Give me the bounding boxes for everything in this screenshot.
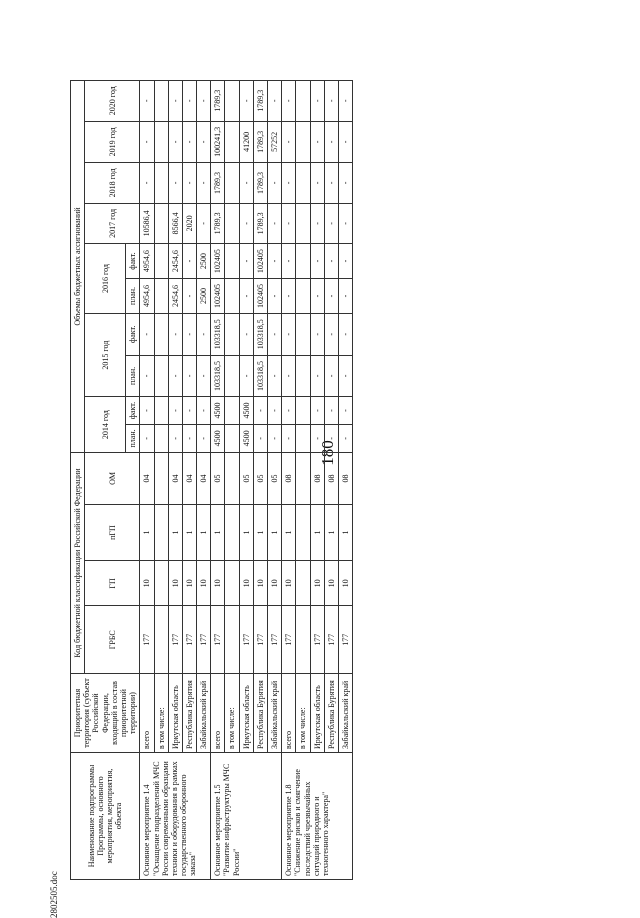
- value-cell: -: [338, 279, 352, 314]
- value-cell: 1789,3: [211, 81, 225, 122]
- code-cell: [225, 453, 239, 505]
- value-cell: -: [168, 121, 182, 163]
- territory-cell: Иркутская область: [168, 674, 182, 753]
- value-cell: [154, 81, 168, 122]
- value-cell: -: [168, 81, 182, 122]
- value-cell: -: [310, 279, 324, 314]
- value-cell: 10586,4: [140, 203, 154, 243]
- value-cell: 2454,6: [168, 244, 182, 279]
- code-cell: 10: [338, 561, 352, 606]
- value-cell: -: [168, 424, 182, 452]
- value-cell: -: [310, 313, 324, 355]
- header-year-2016: 2016 год: [85, 244, 126, 314]
- value-cell: 2500: [197, 279, 211, 314]
- value-cell: -: [282, 279, 296, 314]
- value-cell: -: [282, 163, 296, 203]
- territory-cell: Забайкальский край: [197, 674, 211, 753]
- value-cell: 1789,3: [211, 203, 225, 243]
- value-cell: [296, 397, 310, 425]
- code-cell: 177: [182, 606, 196, 674]
- value-cell: -: [182, 279, 196, 314]
- code-cell: 04: [182, 453, 196, 505]
- value-cell: -: [324, 203, 338, 243]
- territory-cell: Республика Бурятия: [182, 674, 196, 753]
- value-cell: [225, 355, 239, 397]
- header-year-2017: 2017 год: [85, 203, 140, 243]
- code-cell: 04: [197, 453, 211, 505]
- value-cell: 1789,3: [211, 163, 225, 203]
- code-cell: 10: [239, 561, 253, 606]
- value-cell: -: [268, 279, 282, 314]
- budget-allocations-table: [70, 80, 353, 880]
- value-cell: -: [324, 244, 338, 279]
- header-code-pgp: пГП: [85, 504, 140, 560]
- code-cell: 1: [239, 504, 253, 560]
- code-cell: 05: [211, 453, 225, 505]
- code-cell: 1: [324, 504, 338, 560]
- value-cell: [154, 163, 168, 203]
- territory-cell: в том числе:: [225, 674, 239, 753]
- table-row: [140, 81, 154, 880]
- value-cell: -: [168, 163, 182, 203]
- code-cell: 1: [282, 504, 296, 560]
- code-cell: [225, 504, 239, 560]
- value-cell: [296, 81, 310, 122]
- value-cell: [225, 163, 239, 203]
- value-cell: 102405: [211, 279, 225, 314]
- value-cell: [225, 424, 239, 452]
- value-cell: -: [310, 355, 324, 397]
- code-cell: 10: [268, 561, 282, 606]
- value-cell: 1789,3: [253, 163, 267, 203]
- value-cell: 41200: [239, 121, 253, 163]
- value-cell: -: [182, 81, 196, 122]
- value-cell: [296, 121, 310, 163]
- value-cell: [154, 313, 168, 355]
- code-cell: 10: [182, 561, 196, 606]
- code-cell: [154, 453, 168, 505]
- value-cell: -: [268, 203, 282, 243]
- value-cell: -: [338, 424, 352, 452]
- value-cell: -: [182, 355, 196, 397]
- value-cell: -: [140, 424, 154, 452]
- value-cell: -: [168, 313, 182, 355]
- value-cell: [225, 397, 239, 425]
- code-cell: [296, 504, 310, 560]
- value-cell: -: [239, 279, 253, 314]
- code-cell: [225, 606, 239, 674]
- code-cell: 1: [140, 504, 154, 560]
- value-cell: 103318,5: [253, 355, 267, 397]
- code-cell: [296, 453, 310, 505]
- code-cell: 177: [140, 606, 154, 674]
- code-cell: 177: [324, 606, 338, 674]
- file-stamp: 2802505.doc: [49, 871, 59, 918]
- header-code-grbs: ГРБС: [85, 606, 140, 674]
- code-cell: 10: [282, 561, 296, 606]
- value-cell: -: [168, 355, 182, 397]
- value-cell: -: [197, 163, 211, 203]
- activity-name: Основное мероприятие 1.5 "Развитие инфраструктуры МЧС России": [211, 753, 282, 880]
- value-cell: [296, 279, 310, 314]
- value-cell: [225, 81, 239, 122]
- value-cell: -: [282, 81, 296, 122]
- territory-cell: всего: [282, 674, 296, 753]
- value-cell: [225, 203, 239, 243]
- activity-name: Основное мероприятие 1.8 "Снижение рисков и смягчение последствий чрезвычайных ситуаций природного и техногенного характера": [282, 753, 353, 880]
- code-cell: 08: [282, 453, 296, 505]
- header-code-gp: ГП: [85, 561, 140, 606]
- value-cell: -: [310, 397, 324, 425]
- value-cell: -: [324, 355, 338, 397]
- value-cell: 2500: [197, 244, 211, 279]
- code-cell: 04: [168, 453, 182, 505]
- value-cell: -: [182, 163, 196, 203]
- code-cell: 10: [211, 561, 225, 606]
- value-cell: [154, 121, 168, 163]
- table-row: [211, 81, 225, 880]
- header-fact-2015: факт.: [126, 313, 140, 355]
- code-cell: 1: [182, 504, 196, 560]
- value-cell: [225, 121, 239, 163]
- header-year-2014: 2014 год: [85, 397, 126, 453]
- value-cell: -: [197, 313, 211, 355]
- header-plan-2016: план.: [126, 279, 140, 314]
- header-code-group: Код бюджетной классификации Российской Федерации: [71, 453, 85, 674]
- code-cell: 08: [310, 453, 324, 505]
- value-cell: -: [239, 355, 253, 397]
- value-cell: -: [197, 355, 211, 397]
- value-cell: -: [324, 397, 338, 425]
- value-cell: -: [338, 203, 352, 243]
- header-plan-2015: план.: [126, 355, 140, 397]
- value-cell: [154, 424, 168, 452]
- value-cell: -: [324, 163, 338, 203]
- code-cell: 177: [282, 606, 296, 674]
- value-cell: -: [268, 424, 282, 452]
- value-cell: -: [282, 203, 296, 243]
- code-cell: 04: [140, 453, 154, 505]
- value-cell: 4954,6: [140, 279, 154, 314]
- table-body: [140, 81, 353, 880]
- value-cell: -: [140, 355, 154, 397]
- value-cell: -: [197, 424, 211, 452]
- header-code-om: ОМ: [85, 453, 140, 505]
- code-cell: 08: [338, 453, 352, 505]
- code-cell: 177: [338, 606, 352, 674]
- value-cell: 103318,5: [211, 313, 225, 355]
- value-cell: -: [338, 121, 352, 163]
- code-cell: [154, 606, 168, 674]
- value-cell: [154, 397, 168, 425]
- value-cell: 100241,3: [211, 121, 225, 163]
- code-cell: 05: [253, 453, 267, 505]
- value-cell: [296, 203, 310, 243]
- code-cell: 05: [268, 453, 282, 505]
- value-cell: -: [282, 397, 296, 425]
- value-cell: 102405: [253, 244, 267, 279]
- value-cell: 103318,5: [211, 355, 225, 397]
- header-fact-2014: факт.: [126, 397, 140, 425]
- value-cell: -: [239, 244, 253, 279]
- code-cell: 1: [211, 504, 225, 560]
- code-cell: 177: [253, 606, 267, 674]
- value-cell: [154, 279, 168, 314]
- territory-cell: всего: [211, 674, 225, 753]
- header-plan-2014: план.: [126, 424, 140, 452]
- territory-cell: Забайкальский край: [268, 674, 282, 753]
- code-cell: 177: [168, 606, 182, 674]
- value-cell: -: [168, 397, 182, 425]
- value-cell: [296, 244, 310, 279]
- value-cell: -: [239, 203, 253, 243]
- code-cell: 1: [197, 504, 211, 560]
- value-cell: -: [310, 163, 324, 203]
- code-cell: 08: [324, 453, 338, 505]
- value-cell: 1789,3: [253, 81, 267, 122]
- value-cell: -: [310, 121, 324, 163]
- value-cell: 2020: [182, 203, 196, 243]
- value-cell: -: [282, 244, 296, 279]
- code-cell: 1: [268, 504, 282, 560]
- value-cell: 4500: [239, 424, 253, 452]
- value-cell: -: [324, 424, 338, 452]
- territory-cell: Республика Бурятия: [253, 674, 267, 753]
- value-cell: -: [140, 121, 154, 163]
- territory-cell: в том числе:: [296, 674, 310, 753]
- value-cell: [225, 279, 239, 314]
- code-cell: 1: [310, 504, 324, 560]
- value-cell: -: [140, 397, 154, 425]
- territory-cell: Иркутская область: [239, 674, 253, 753]
- header-volumes-group: Объемы бюджетных ассигнований: [71, 81, 85, 453]
- header-year-2019: 2019 год: [85, 121, 140, 163]
- value-cell: 4500: [211, 397, 225, 425]
- value-cell: 4500: [211, 424, 225, 452]
- value-cell: [296, 163, 310, 203]
- value-cell: 102405: [211, 244, 225, 279]
- header-fact-2016: факт.: [126, 244, 140, 279]
- value-cell: -: [239, 313, 253, 355]
- activity-name: Основное мероприятие 1.4 "Оснащение подразделений МЧС России современными образцами техники и оборудования в рамках государственного оборонного заказа": [140, 753, 211, 880]
- value-cell: -: [239, 81, 253, 122]
- value-cell: -: [324, 81, 338, 122]
- value-cell: -: [268, 397, 282, 425]
- value-cell: 4500: [239, 397, 253, 425]
- value-cell: 103318,5: [253, 313, 267, 355]
- code-cell: [225, 561, 239, 606]
- code-cell: 1: [168, 504, 182, 560]
- value-cell: -: [239, 163, 253, 203]
- page-number: 180: [318, 440, 337, 466]
- territory-cell: Забайкальский край: [338, 674, 352, 753]
- value-cell: [225, 244, 239, 279]
- value-cell: -: [338, 81, 352, 122]
- value-cell: [296, 313, 310, 355]
- value-cell: -: [197, 203, 211, 243]
- value-cell: [296, 424, 310, 452]
- value-cell: -: [197, 81, 211, 122]
- value-cell: -: [140, 163, 154, 203]
- value-cell: -: [268, 244, 282, 279]
- code-cell: [296, 606, 310, 674]
- value-cell: 102405: [253, 279, 267, 314]
- header-name: Наименование подпрограммы Программы, основного мероприятия, мероприятия, объекта: [71, 753, 140, 880]
- code-cell: 177: [268, 606, 282, 674]
- value-cell: -: [310, 424, 324, 452]
- value-cell: 57252: [268, 121, 282, 163]
- value-cell: -: [338, 163, 352, 203]
- value-cell: 1789,3: [253, 121, 267, 163]
- header-year-2018: 2018 год: [85, 163, 140, 203]
- header-territory: Приоритетная территория (субъект Российской Федерации, входящий в состав приоритетной территории): [71, 674, 140, 753]
- code-cell: 177: [239, 606, 253, 674]
- header-year-2020: 2020 год: [85, 81, 140, 122]
- value-cell: -: [324, 279, 338, 314]
- territory-cell: Иркутская область: [310, 674, 324, 753]
- value-cell: [154, 355, 168, 397]
- value-cell: -: [253, 397, 267, 425]
- value-cell: -: [282, 355, 296, 397]
- code-cell: 177: [211, 606, 225, 674]
- code-cell: 10: [253, 561, 267, 606]
- value-cell: 4954,6: [140, 244, 154, 279]
- value-cell: -: [182, 424, 196, 452]
- value-cell: -: [182, 313, 196, 355]
- value-cell: -: [140, 313, 154, 355]
- value-cell: 2454,6: [168, 279, 182, 314]
- value-cell: -: [197, 121, 211, 163]
- value-cell: -: [182, 397, 196, 425]
- code-cell: [296, 561, 310, 606]
- value-cell: -: [268, 81, 282, 122]
- value-cell: 1789,3: [253, 203, 267, 243]
- rotated-table-container: [70, 80, 570, 880]
- value-cell: -: [140, 81, 154, 122]
- value-cell: -: [310, 81, 324, 122]
- code-cell: [154, 504, 168, 560]
- value-cell: [154, 203, 168, 243]
- value-cell: -: [182, 244, 196, 279]
- territory-cell: в том числе:: [154, 674, 168, 753]
- value-cell: -: [282, 313, 296, 355]
- code-cell: 1: [338, 504, 352, 560]
- value-cell: -: [338, 397, 352, 425]
- value-cell: [154, 244, 168, 279]
- value-cell: -: [338, 355, 352, 397]
- code-cell: 10: [310, 561, 324, 606]
- code-cell: 177: [310, 606, 324, 674]
- code-cell: 10: [324, 561, 338, 606]
- value-cell: -: [253, 424, 267, 452]
- value-cell: [296, 355, 310, 397]
- code-cell: [154, 561, 168, 606]
- value-cell: -: [182, 121, 196, 163]
- value-cell: -: [324, 121, 338, 163]
- value-cell: -: [268, 355, 282, 397]
- value-cell: -: [338, 244, 352, 279]
- header-year-2015: 2015 год: [85, 313, 126, 396]
- table-row: [282, 81, 296, 880]
- territory-cell: всего: [140, 674, 154, 753]
- code-cell: 177: [197, 606, 211, 674]
- value-cell: -: [282, 424, 296, 452]
- value-cell: -: [310, 244, 324, 279]
- value-cell: -: [268, 313, 282, 355]
- value-cell: [225, 313, 239, 355]
- value-cell: 8566,4: [168, 203, 182, 243]
- value-cell: -: [282, 121, 296, 163]
- code-cell: 10: [140, 561, 154, 606]
- code-cell: 10: [168, 561, 182, 606]
- value-cell: -: [197, 397, 211, 425]
- code-cell: 05: [239, 453, 253, 505]
- code-cell: 1: [253, 504, 267, 560]
- value-cell: -: [268, 163, 282, 203]
- value-cell: -: [310, 203, 324, 243]
- territory-cell: Республика Бурятия: [324, 674, 338, 753]
- value-cell: -: [324, 313, 338, 355]
- code-cell: 10: [197, 561, 211, 606]
- value-cell: -: [338, 313, 352, 355]
